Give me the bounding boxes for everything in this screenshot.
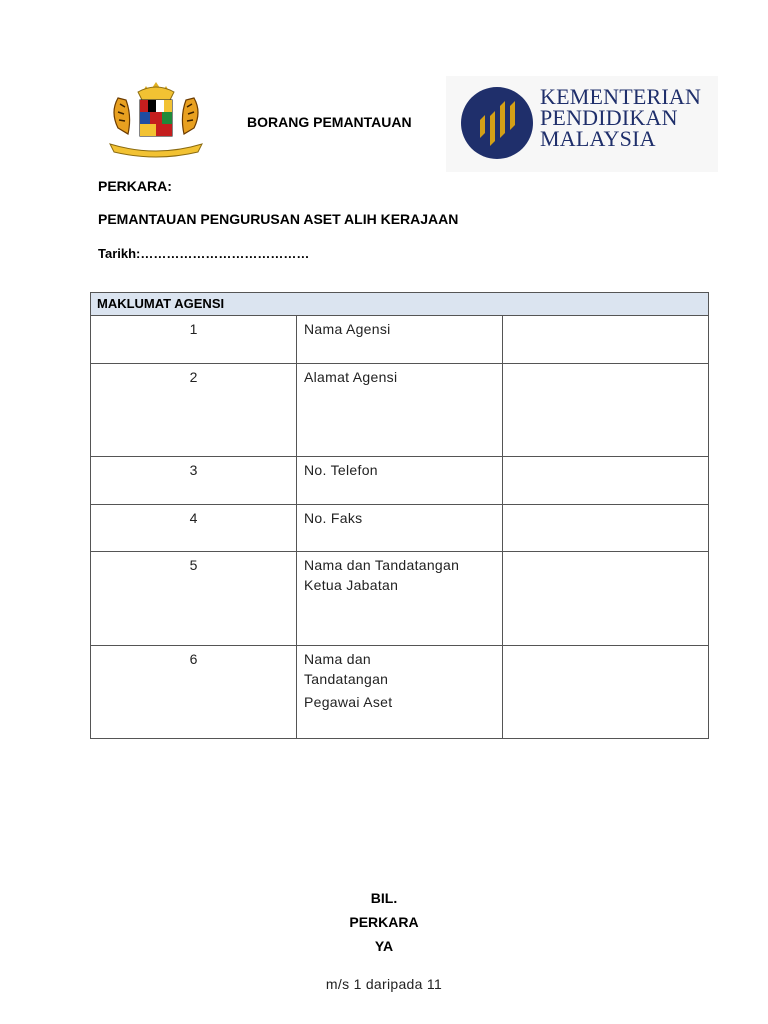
- row-number: 5: [91, 552, 297, 646]
- table-row: [91, 646, 709, 739]
- row-label-extra: Pegawai Aset: [304, 694, 393, 710]
- row-label: Nama dan Tandatangan: [304, 651, 389, 687]
- row-label: No. Faks: [297, 505, 503, 552]
- ministry-line-3: MALAYSIA: [540, 126, 656, 151]
- fax-field[interactable]: [503, 505, 709, 552]
- malaysia-coat-of-arms-icon: [104, 78, 208, 158]
- form-title: BORANG PEMANTAUAN: [247, 114, 412, 130]
- row-number: 3: [91, 457, 297, 505]
- ministry-emblem-icon: [460, 86, 534, 160]
- row-number: 1: [91, 316, 297, 364]
- agency-info-table: [90, 292, 709, 739]
- row-number: 2: [91, 364, 297, 457]
- ministry-line-2: PENDIDIKAN: [540, 105, 678, 130]
- table-row: [91, 316, 709, 364]
- row-label: No. Telefon: [297, 457, 503, 505]
- table-row: [91, 505, 709, 552]
- perkara-heading: PERKARA: [349, 914, 419, 930]
- row-label: Alamat Agensi: [297, 364, 503, 457]
- head-of-department-signature-field[interactable]: [503, 552, 709, 646]
- asset-officer-signature-field[interactable]: [503, 646, 709, 739]
- row-label: Nama Agensi: [297, 316, 503, 364]
- table-heading: MAKLUMAT AGENSI: [91, 293, 709, 316]
- row-number: 6: [91, 646, 297, 739]
- row-label-group: [297, 646, 503, 739]
- perkara-label: PERKARA:: [98, 178, 172, 194]
- date-field-label[interactable]: Tarikh:…………………………………: [98, 246, 310, 261]
- table-row: [91, 457, 709, 505]
- subject-title: PEMANTAUAN PENGURUSAN ASET ALIH KERAJAAN: [98, 211, 459, 227]
- agency-address-field[interactable]: [503, 364, 709, 457]
- telephone-field[interactable]: [503, 457, 709, 505]
- bil-label: BIL.: [370, 890, 398, 906]
- row-label: Nama dan Tandatangan Ketua Jabatan: [297, 552, 503, 646]
- table-row: [91, 364, 709, 457]
- ministry-name: [540, 86, 701, 149]
- table-row: [91, 552, 709, 646]
- page-number: m/s 1 daripada 11: [325, 976, 443, 992]
- ya-label: YA: [374, 938, 394, 954]
- ministry-line-1: KEMENTERIAN: [540, 84, 702, 109]
- row-number: 4: [91, 505, 297, 552]
- agency-name-field[interactable]: [503, 316, 709, 364]
